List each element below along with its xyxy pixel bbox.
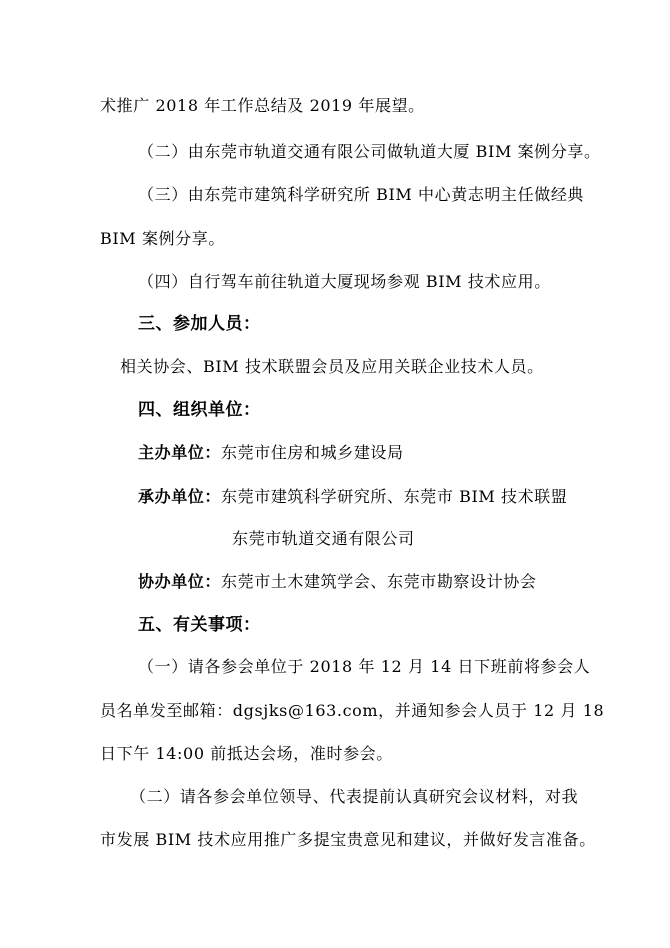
notice-item-2-text-1: （二）请各参会单位领导、代表提前认真研究会议材料，对我 [130,787,579,806]
section-4-heading: 四、组织单位： [138,400,261,420]
agenda-item-3-line-1 [138,185,585,205]
co-organizer-unit-label: 协办单位： [138,572,222,591]
notice-item-1-text-1: （一）请各参会单位于 2018 年 12 月 14 日下班前将参会人 [138,657,591,676]
organizer-unit-value-1: 东莞市建筑科学研究所、东莞市 BIM 技术联盟 [221,487,568,506]
notice-item-2-line-1 [130,787,579,807]
host-unit-label: 主办单位： [138,443,222,462]
notice-item-2-line-2 [100,830,596,850]
section-3-heading: 三、参加人员： [138,314,261,334]
host-unit-row [138,443,404,463]
co-organizer-unit-value: 东莞市土木建筑学会、东莞市勘察设计协会 [221,572,537,591]
section-3-body: 相关协会、BIM 技术联盟会员及应用关联企业技术人员。 [120,357,544,376]
notice-item-1-line-3: 日下午 14:00 前抵达会场，准时参会。 [100,744,393,763]
notice-item-1-line-2 [100,701,605,721]
agenda-item-4: （四）自行驾车前往轨道大厦现场参观 BIM 技术应用。 [138,272,551,291]
notice-item-2-text-2: 市发展 BIM 技术应用推广多提宝贵意见和建议，并做好发言准备。 [100,830,596,849]
agenda-item-3-text: （三）由东莞市建筑科学研究所 BIM 中心黄志明主任做经典 [138,185,585,204]
agenda-item-3-line-2: BIM 案例分享。 [100,229,225,248]
notice-item-1-line-1 [138,657,591,677]
organizer-unit-value-2: 东莞市轨道交通有限公司 [232,529,415,548]
paragraph-continuation: 术推广 2018 年工作总结及 2019 年展望。 [100,96,425,115]
section-5-heading: 五、有关事项： [138,615,261,635]
notice-item-1-text-2: 员名单发至邮箱：dgsjks@163.com，并通知参会人员于 12 月 18 [100,701,605,720]
agenda-item-2: （二）由东莞市轨道交通有限公司做轨道大厦 BIM 案例分享。 [138,142,601,161]
organizer-unit-row [138,487,567,507]
host-unit-value: 东莞市住房和城乡建设局 [221,443,404,462]
co-organizer-unit-row [138,572,536,592]
organizer-unit-label: 承办单位： [138,487,222,506]
